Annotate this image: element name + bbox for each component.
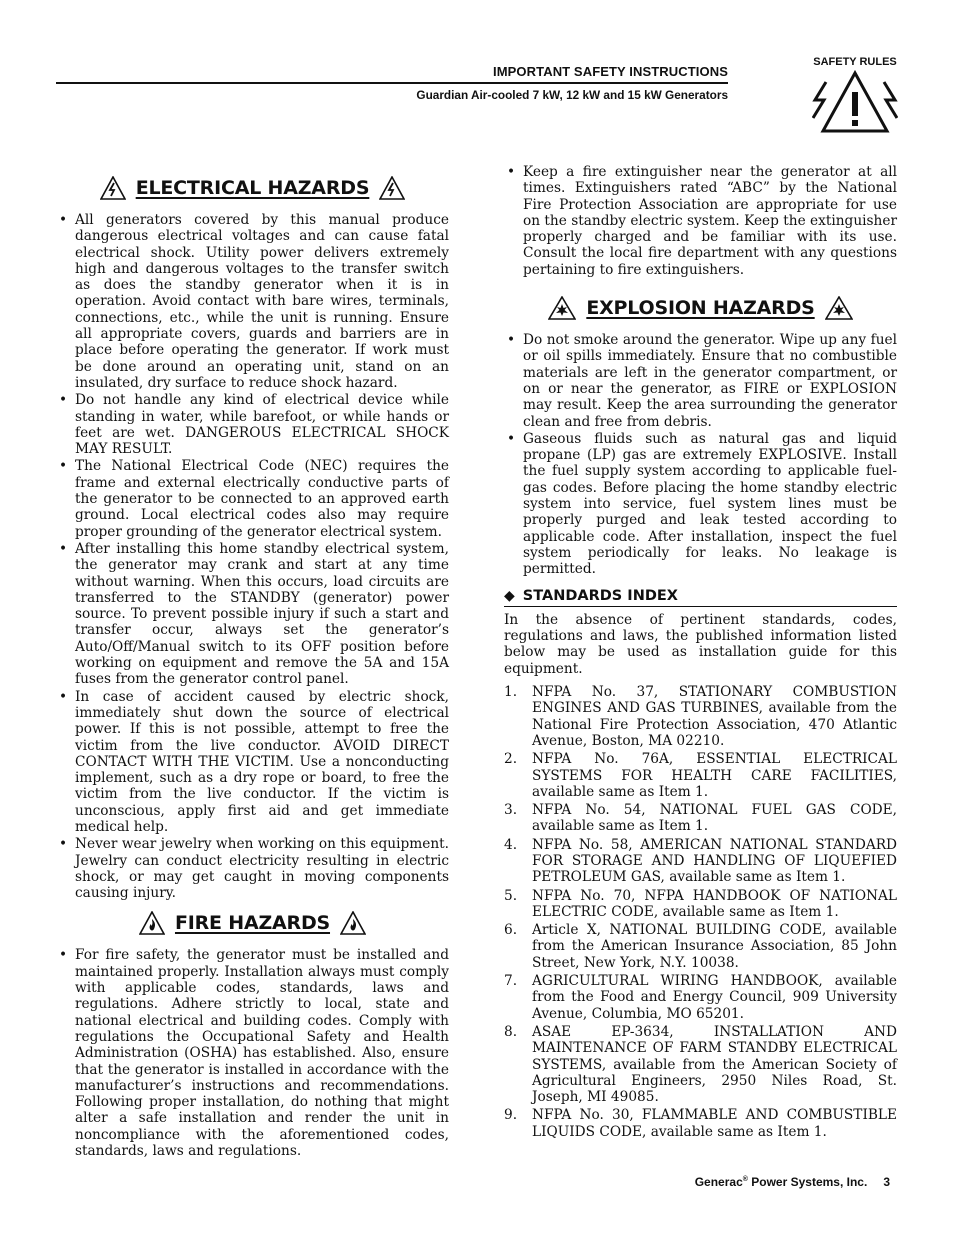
explosion-hazards-heading: EXPLOSION HAZARDS [586, 296, 815, 319]
explosion-hazards-title [504, 296, 897, 320]
item-number: 5. [504, 887, 518, 904]
right-column [504, 164, 897, 1142]
left-column [56, 172, 449, 1160]
list-item [504, 1024, 897, 1105]
footer-company: Generac [694, 1175, 743, 1189]
electrical-hazards-title [56, 176, 449, 200]
list-item: • Do not smoke around the generator. Wipe up any fuel or oil spills immediately. Ensure that no combustible materials are left in the generator compartment, or on or near the generator, as FIRE or EXPLOSION may result. Keep the area surrounding the generator clean and free from debris. [504, 332, 897, 430]
list-item [504, 802, 897, 835]
safety-rules-label: SAFETY RULES [813, 56, 897, 68]
fire-warning-icon [139, 911, 165, 935]
standards-list [504, 684, 897, 1140]
item-number: 3. [504, 802, 518, 819]
footer-company-rest: Power Systems, Inc. [747, 1175, 868, 1189]
registered-mark: ® [742, 1176, 748, 1183]
safety-rules-badge [808, 56, 902, 134]
list-item: • In case of accident caused by electric shock, immediately shut down the source of electrical power. If this is not possible, attempt to free the victim from the live conductor. AVOID DIRECT CONTACT WITH THE VICTIM. Use a nonconducting implement, such as a dry rope or board, to free the victim from the live conductor. If the victim is unconscious, apply first aid and get immediate medical help. [56, 689, 449, 836]
standards-intro: In the absence of pertinent standards, codes, regulations and laws, the published information listed below may be used as installation guide for this equipment. [504, 611, 897, 677]
item-number: 9. [504, 1107, 518, 1124]
item-text: AGRICULTURAL WIRING HANDBOOK, available from the Food and Energy Council, 909 University Avenue, Columbia, MO 65201. [532, 973, 897, 1022]
item-number: 1. [504, 684, 518, 701]
shock-warning-icon [100, 176, 126, 200]
item-number: 6. [504, 922, 518, 939]
fire-warning-icon [340, 911, 366, 935]
safety-rules-icon [812, 70, 898, 134]
list-item [504, 888, 897, 921]
fire-hazards-heading: FIRE HAZARDS [174, 912, 331, 935]
fire-hazards-list [56, 947, 449, 1159]
list-item: • Keep a fire extinguisher near the generator at all times. Extinguishers rated “ABC” by the National Fire Protection Association are appropriate for use on the standby electric system. Keep the extinguisher properly charged and be familiar with its use. Consult the local fire department with any questions pertaining to fire extinguishers. [504, 164, 897, 278]
item-number: 2. [504, 751, 518, 768]
list-item [504, 922, 897, 971]
item-number: 4. [504, 836, 518, 853]
list-item: • Do not handle any kind of electrical device while standing in water, while barefoot, or while hands or feet are wet. DANGEROUS ELECTRICAL SHOCK MAY RESULT. [56, 392, 449, 457]
fire-hazards-title [56, 911, 449, 935]
list-item: • The National Electrical Code (NEC) requires the frame and external electrically conductive parts of the generator to be connected to an approved earth ground. Local electrical codes also may require proper grounding of the generator electrical system. [56, 458, 449, 539]
explosion-hazards-list [504, 332, 897, 577]
list-item [504, 751, 897, 800]
list-item: • Never wear jewelry when working on this equipment. Jewelry can conduct electricity resulting in electric shock, or may get caught in moving components causing injury. [56, 836, 449, 901]
item-text: NFPA No. 58, AMERICAN NATIONAL STANDARD FOR STORAGE AND HANDLING OF LIQUEFIED PETROLEUM GAS, available same as Item 1. [532, 836, 897, 886]
fire-hazards-list-continued [504, 164, 897, 278]
explosion-warning-icon [548, 296, 576, 320]
item-number: 7. [504, 973, 518, 990]
electrical-hazards-list [56, 212, 449, 901]
explosion-warning-icon [825, 296, 853, 320]
standards-index-header [504, 588, 897, 607]
list-item: • All generators covered by this manual produce dangerous electrical voltages and can cause fatal electrical shock. Utility power delivers extremely high and dangerous voltages to the transfer switch as does the standby generator when it is in operation. Avoid contact with bare wires, terminals, connections, etc., while the unit is running. Ensure all appropriate covers, guards and barriers are in place before operating the generator. If work must be done around an operating unit, stand on an insulated, dry surface to reduce shock hazard. [56, 212, 449, 391]
standards-index-heading: STANDARDS INDEX [522, 587, 678, 604]
page-footer [560, 1175, 890, 1189]
header-rule [56, 82, 728, 84]
list-item [504, 684, 897, 749]
item-text: NFPA No. 76A, ESSENTIAL ELECTRICAL SYSTEMS FOR HEALTH CARE FACILITIES, available same as Item 1. [532, 751, 897, 800]
item-text: ASAE EP-3634, INSTALLATION AND MAINTENANCE OF FARM STANDBY ELECTRICAL SYSTEMS, available from the American Society of Agricultural Engineers, 2950 Niles Road, St. Joseph, MI 49085. [532, 1023, 897, 1106]
electrical-hazards-heading: ELECTRICAL HAZARDS [135, 176, 370, 199]
header-title: IMPORTANT SAFETY INSTRUCTIONS [493, 64, 728, 79]
page-number: 3 [883, 1175, 890, 1189]
list-item [504, 1107, 897, 1140]
list-item: • Gaseous fluids such as natural gas and liquid propane (LP) gas are extremely EXPLOSIVE. Install the fuel supply system according to applicable fuel-gas codes. Before placing the home standby electric system into service, fuel system lines must be properly purged and leak tested according to applicable code. After installation, inspect the fuel system periodically for leaks. No leakage is permitted. [504, 431, 897, 578]
shock-warning-icon [379, 176, 405, 200]
list-item: • For fire safety, the generator must be installed and maintained properly. Installation always must comply with applicable codes, standards, laws and regulations. Adhere strictly to local, state and national electrical and building codes. Comply with regulations the Occupational Safety and Health Administration (OSHA) has established. Also, ensure that the generator is installed in accordance with the manufacturer’s instructions and recommendations. Following proper installation, do nothing that might alter a safe installation and render the unit in noncompliance with the aforementioned codes, standards, laws and regulations. [56, 947, 449, 1159]
diamond-bullet-icon: ◆ [504, 587, 515, 604]
item-text: NFPA No. 37, STATIONARY COMBUSTION ENGINES AND GAS TURBINES, available from the National Fire Protection Association, 470 Atlantic Avenue, Boston, MA 02210. [532, 684, 897, 749]
item-number: 8. [504, 1023, 518, 1040]
item-text: NFPA No. 70, NFPA HANDBOOK OF NATIONAL ELECTRIC CODE, available same as Item 1. [532, 887, 897, 920]
list-item: • After installing this home standby electrical system, the generator may crank and start at any time without warning. When this occurs, load circuits are transferred to the STANDBY (generator) power source. To prevent possible injury if such a start and transfer occur, always set the generator’s Auto/Off/Manual switch to its OFF position before working on equipment and remove the 5A and 15A fuses from the generator control panel. [56, 541, 449, 688]
list-item [504, 837, 897, 886]
header-subtitle: Guardian Air-cooled 7 kW, 12 kW and 15 kW Generators [416, 88, 728, 102]
list-item [504, 973, 897, 1022]
item-text: NFPA No. 54, NATIONAL FUEL GAS CODE, available same as Item 1. [532, 802, 897, 835]
item-text: NFPA No. 30, FLAMMABLE AND COMBUSTIBLE LIQUIDS CODE, available same as Item 1. [532, 1107, 897, 1140]
item-text: Article X, NATIONAL BUILDING CODE, available from the American Insurance Association, 85 John Street, New York, N.Y. 10038. [532, 922, 897, 971]
